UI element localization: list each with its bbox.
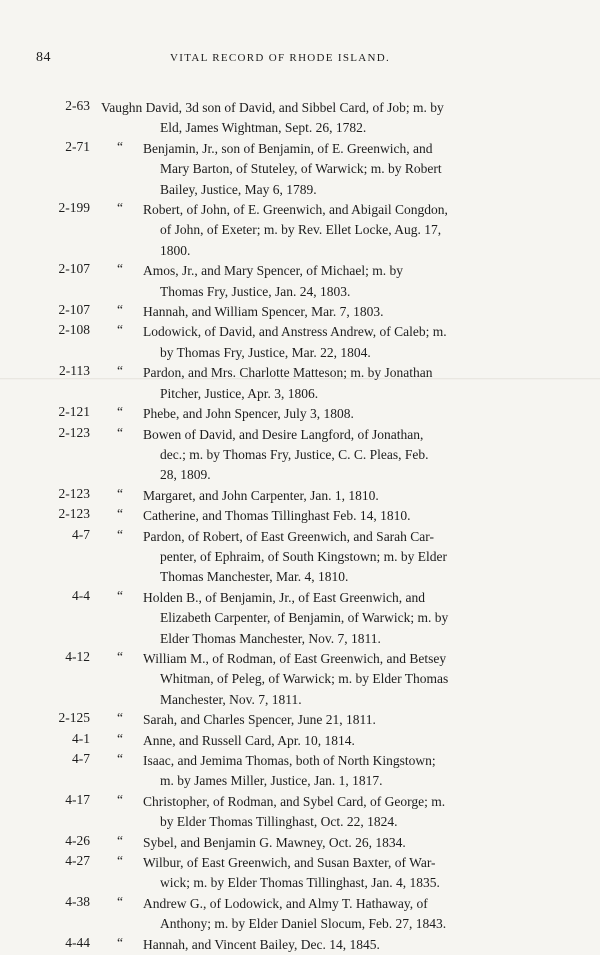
- marriage-entry: [0, 527, 600, 588]
- entry-text: Bowen of David, and Desire Langford, of Jonathan,: [143, 426, 424, 442]
- entry-text-continuation: by Thomas Fry, Justice, Mar. 22, 1804.: [160, 344, 371, 360]
- entry-text: Sarah, and Charles Spencer, June 21, 1811.: [143, 712, 376, 728]
- ditto-mark: “: [117, 751, 123, 766]
- entry-text: Lodowick, of David, and Anstress Andrew, of Caleb; m.: [143, 324, 447, 340]
- marriage-entry: [0, 894, 600, 935]
- entry-text-continuation: Manchester, Nov. 7, 1811.: [160, 691, 302, 707]
- entry-text-continuation: Whitman, of Peleg, of Warwick; m. by Elder Thomas: [160, 671, 449, 687]
- entry-text: William M., of Rodman, of East Greenwich, and Betsey: [143, 650, 447, 666]
- entry-reference: 2-125: [58, 710, 90, 726]
- page-header: [0, 50, 600, 70]
- ditto-mark: “: [117, 322, 123, 338]
- entry-text-continuation: by Elder Thomas Tillinghast, Oct. 22, 1824.: [160, 814, 398, 830]
- marriage-entry: [0, 322, 600, 363]
- entry-text-continuation: Elder Thomas Manchester, Nov. 7, 1811.: [160, 630, 381, 646]
- entry-reference: 4-7: [72, 751, 90, 766]
- entry-text-continuation: m. by James Miller, Justice, Jan. 1, 1817.: [160, 773, 383, 789]
- entry-text-continuation: wick; m. by Elder Thomas Tillinghast, Jan. 4, 1835.: [160, 875, 440, 891]
- entry-reference: 4-17: [65, 791, 90, 807]
- entry-text-continuation: penter, of Ephraim, of South Kingstown; m. by Elder: [160, 548, 448, 564]
- entry-text-continuation: Elizabeth Carpenter, of Benjamin, of Warwick; m. by: [160, 610, 449, 626]
- entry-text-continuation: Thomas Manchester, Mar. 4, 1810.: [160, 569, 349, 585]
- entry-text: Hannah, and William Spencer, Mar. 7, 1803.: [143, 304, 384, 320]
- entry-text: Pardon, of Robert, of East Greenwich, and Sarah Car-: [143, 528, 435, 544]
- entry-text: Holden B., of Benjamin, Jr., of East Greenwich, and: [143, 589, 425, 605]
- marriage-entry: [0, 833, 600, 853]
- ditto-mark: “: [117, 485, 123, 501]
- ditto-mark: “: [117, 424, 123, 440]
- entry-reference: 2-107: [58, 302, 90, 318]
- entry-text: Wilbur, of East Greenwich, and Susan Baxter, of War-: [143, 855, 436, 871]
- ditto-mark: “: [117, 363, 123, 379]
- entry-text-continuation: of John, of Exeter; m. by Rev. Ellet Locke, Aug. 17,: [160, 222, 442, 238]
- entry-reference: 2-123: [58, 506, 90, 522]
- marriage-entry: [0, 200, 600, 261]
- ditto-mark: “: [117, 404, 123, 420]
- ditto-mark: “: [117, 200, 123, 216]
- entry-text: Robert, of John, of E. Greenwich, and Abigail Congdon,: [143, 202, 448, 218]
- marriage-entry: [0, 363, 600, 404]
- marriage-entry: [0, 710, 600, 730]
- entry-reference: 2-71: [65, 138, 90, 154]
- marriage-entry: [0, 404, 600, 424]
- entry-text: Hannah, and Vincent Bailey, Dec. 14, 1845.: [143, 936, 380, 952]
- entry-text-continuation: Thomas Fry, Justice, Jan. 24, 1803.: [160, 283, 351, 299]
- entry-text-continuation: dec.; m. by Thomas Fry, Justice, C. C. Pleas, Feb.: [160, 446, 429, 462]
- marriage-entries-list: [0, 98, 600, 955]
- entry-text: Sybel, and Benjamin G. Mawney, Oct. 26, 1834.: [143, 834, 406, 850]
- marriage-entry: [0, 935, 600, 955]
- entry-text: Phebe, and John Spencer, July 3, 1808.: [143, 406, 354, 422]
- entry-reference: 2-113: [59, 363, 90, 379]
- entry-reference: 4-26: [65, 832, 90, 848]
- entry-reference: 2-63: [65, 98, 90, 113]
- ditto-mark: “: [117, 138, 123, 154]
- entry-reference: 2-123: [58, 424, 90, 440]
- entry-text-continuation: Mary Barton, of Stuteley, of Warwick; m. by Robert: [160, 161, 442, 177]
- entry-reference: 2-108: [58, 322, 90, 338]
- entry-reference: 4-1: [72, 730, 90, 746]
- marriage-entry: [0, 261, 600, 302]
- ditto-mark: “: [117, 791, 123, 807]
- page-number: 84: [36, 50, 51, 65]
- ditto-mark: “: [117, 526, 123, 542]
- ditto-mark: “: [117, 832, 123, 848]
- entry-text-continuation: 1800.: [160, 242, 191, 258]
- entry-text: Pardon, and Mrs. Charlotte Matteson; m. by Jonathan: [143, 365, 433, 381]
- marriage-entry: [0, 425, 600, 486]
- entry-text: Margaret, and John Carpenter, Jan. 1, 1810.: [143, 487, 379, 503]
- ditto-mark: “: [117, 261, 123, 277]
- marriage-entry: [0, 506, 600, 526]
- running-head: VITAL RECORD OF RHODE ISLAND.: [170, 52, 391, 64]
- entry-reference: 4-27: [65, 853, 90, 869]
- marriage-entry: [0, 792, 600, 833]
- entry-text-continuation: Anthony; m. by Elder Daniel Slocum, Feb. 27, 1843.: [160, 916, 447, 932]
- marriage-entry: [0, 731, 600, 751]
- entry-reference: 4-44: [65, 934, 90, 950]
- entry-text: Anne, and Russell Card, Apr. 10, 1814.: [143, 732, 355, 748]
- entry-text-continuation: 28, 1809.: [160, 467, 211, 483]
- entry-text: Isaac, and Jemima Thomas, both of North Kingstown;: [143, 753, 436, 768]
- entry-reference: 4-12: [65, 648, 90, 664]
- ditto-mark: “: [117, 893, 123, 909]
- entry-text-continuation: Pitcher, Justice, Apr. 3, 1806.: [160, 385, 319, 401]
- ditto-mark: “: [117, 710, 123, 726]
- ditto-mark: “: [117, 934, 123, 950]
- marriage-entry: [0, 139, 600, 200]
- entry-reference: 2-199: [58, 200, 90, 216]
- entry-text: Catherine, and Thomas Tillinghast Feb. 14, 1810.: [143, 508, 411, 524]
- entry-reference: 2-121: [58, 404, 90, 420]
- entry-text-continuation: Eld, James Wightman, Sept. 26, 1782.: [160, 120, 367, 136]
- ditto-mark: “: [117, 587, 123, 603]
- entry-reference: 4-38: [65, 893, 90, 909]
- ditto-mark: “: [117, 730, 123, 746]
- ditto-mark: “: [117, 648, 123, 664]
- marriage-entry: [0, 588, 600, 649]
- marriage-entry: [0, 302, 600, 322]
- marriage-entry: [0, 98, 600, 139]
- entry-text: Christopher, of Rodman, and Sybel Card, of George; m.: [143, 793, 446, 809]
- ditto-mark: “: [117, 506, 123, 522]
- ditto-mark: “: [117, 302, 123, 318]
- entry-reference: 4-7: [72, 526, 90, 542]
- entry-text-continuation: Bailey, Justice, May 6, 1789.: [160, 181, 317, 197]
- entry-text: Amos, Jr., and Mary Spencer, of Michael; m. by: [143, 263, 404, 279]
- entry-text: Andrew G., of Lodowick, and Almy T. Hathaway, of: [143, 895, 428, 911]
- marriage-entry: [0, 486, 600, 506]
- marriage-entry: [0, 751, 600, 792]
- entry-text: Vaughn David, 3d son of David, and Sibbel Card, of Job; m. by: [101, 100, 444, 115]
- marriage-entry: [0, 649, 600, 710]
- entry-reference: 2-123: [58, 485, 90, 501]
- entry-reference: 2-107: [58, 261, 90, 277]
- ditto-mark: “: [117, 853, 123, 869]
- entry-reference: 4-4: [72, 587, 90, 603]
- entry-text: Benjamin, Jr., son of Benjamin, of E. Greenwich, and: [143, 140, 433, 156]
- marriage-entry: [0, 853, 600, 894]
